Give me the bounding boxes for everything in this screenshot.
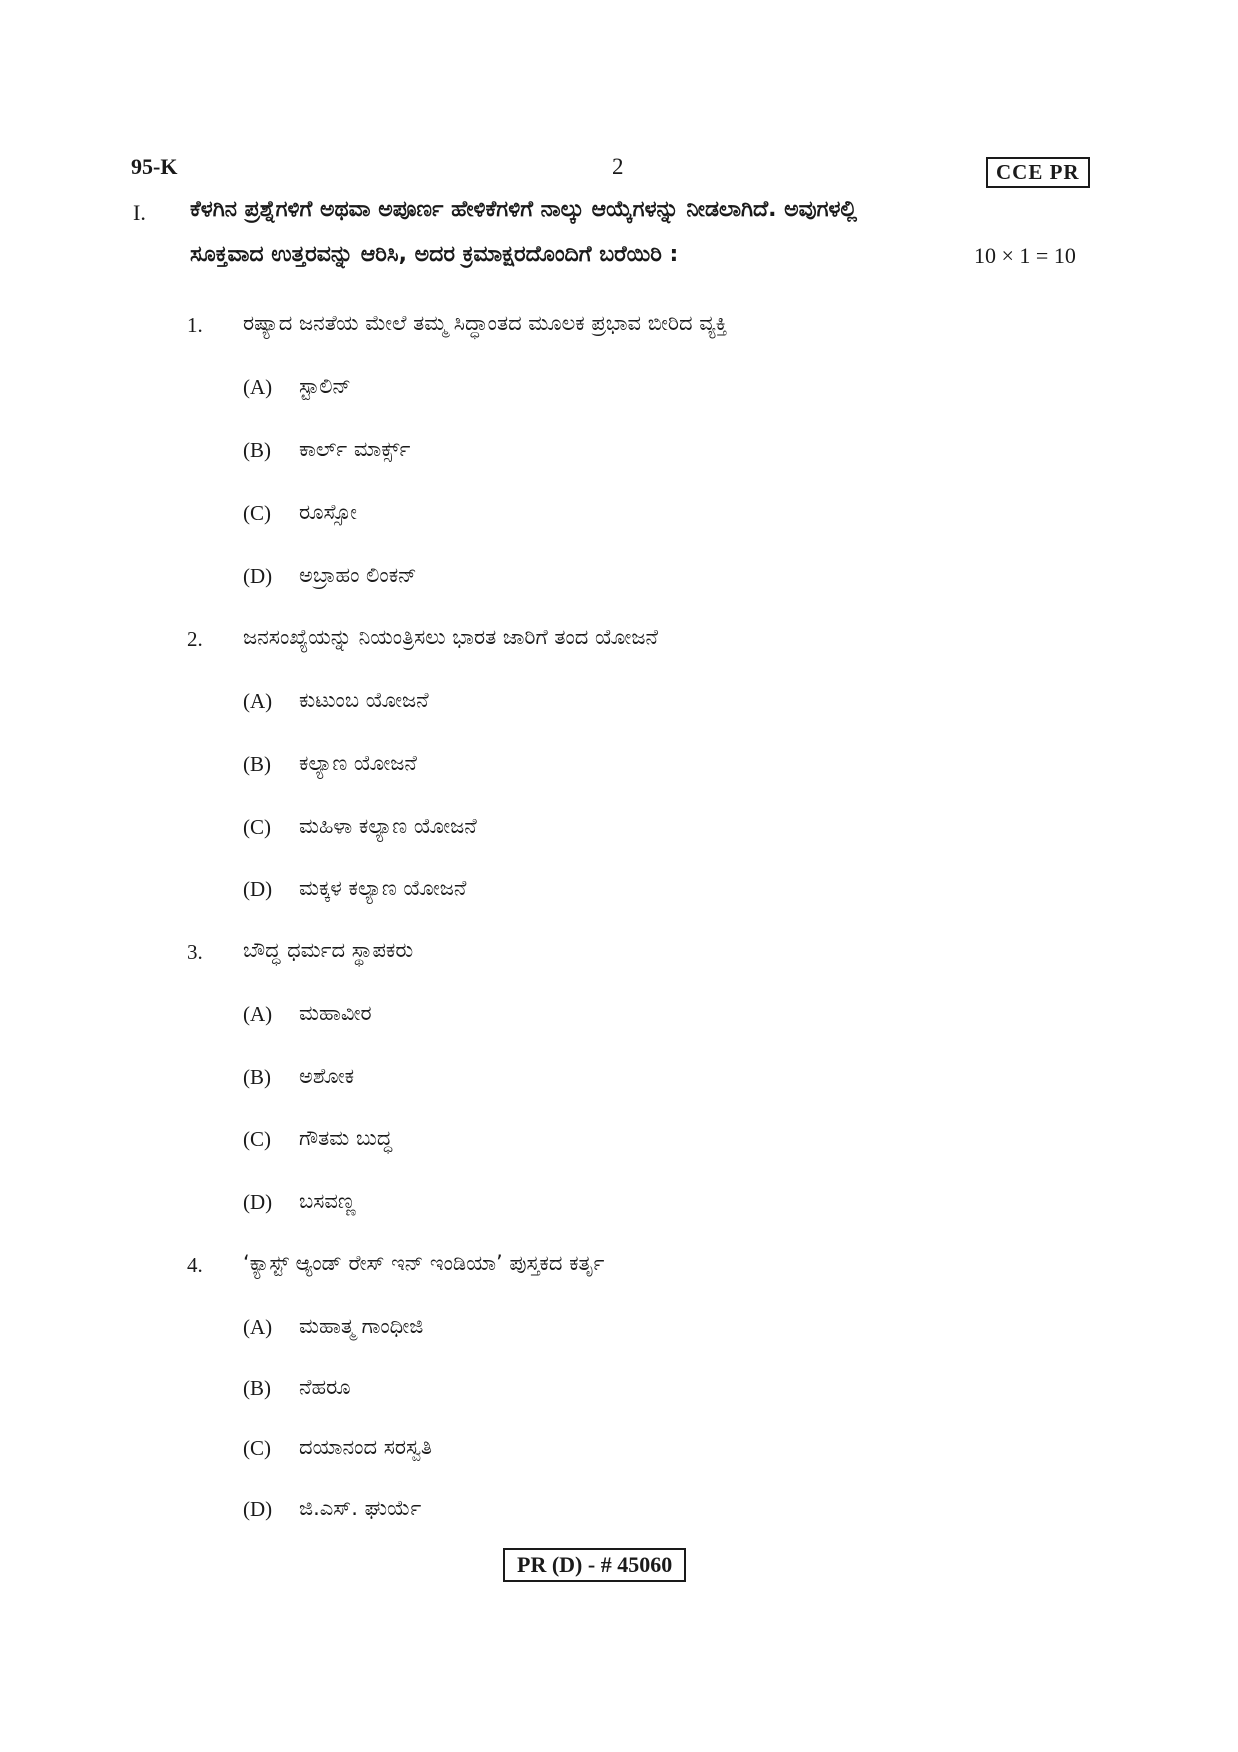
option-label: (C) <box>243 501 271 525</box>
instruction-line-2: ಸೂಕ್ತವಾದ ಉತ್ತರವನ್ನು ಆರಿಸಿ, ಅದರ ಕ್ರಮಾಕ್ಷರದೊಂದಿಗೆ ಬರೆಯಿರಿ : <box>190 242 679 267</box>
option-label: (B) <box>243 1376 271 1400</box>
footer-code: PR (D) - # 45060 <box>503 1548 686 1582</box>
question-text: ಜನಸಂಖ್ಯೆಯನ್ನು ನಿಯಂತ್ರಿಸಲು ಭಾರತ ಜಾರಿಗೆ ತಂದ ಯೋಜನೆ <box>243 625 658 649</box>
question-text: ಬೌದ್ಧ ಧರ್ಮದ ಸ್ಥಾಪಕರು <box>243 938 414 962</box>
option-label: (C) <box>243 1127 271 1151</box>
question-number: 4. <box>187 1253 203 1277</box>
question-number: 1. <box>187 313 203 337</box>
option-text: ರೂಸ್ಸೋ <box>299 500 357 524</box>
option-text: ಮಹಾತ್ಮ ಗಾಂಧೀಜಿ <box>299 1314 424 1338</box>
option-text: ಬಸವಣ್ಣ <box>299 1189 356 1213</box>
marks-allocation: 10 × 1 = 10 <box>974 243 1076 268</box>
option-label: (D) <box>243 1497 273 1521</box>
option-text: ಕುಟುಂಬ ಯೋಜನೆ <box>299 688 429 712</box>
option-label: (D) <box>243 877 273 901</box>
option-text: ಸ್ಟಾಲಿನ್ <box>299 374 351 398</box>
option-text: ಗೌತಮ ಬುದ್ಧ <box>299 1126 393 1150</box>
section-number: I. <box>133 200 146 225</box>
option-text: ಮಕ್ಕಳ ಕಲ್ಯಾಣ ಯೋಜನೆ <box>299 876 467 900</box>
option-label: (A) <box>243 1002 273 1026</box>
option-label: (C) <box>243 1436 271 1460</box>
option-label: (A) <box>243 1315 273 1339</box>
option-text: ಅಬ್ರಾಹಂ ಲಿಂಕನ್ <box>299 563 417 587</box>
option-label: (B) <box>243 1065 271 1089</box>
paper-code: 95-K <box>131 154 178 179</box>
option-label: (D) <box>243 1190 273 1214</box>
option-label: (B) <box>243 438 271 462</box>
option-text: ಮಹಿಳಾ ಕಲ್ಯಾಣ ಯೋಜನೆ <box>299 814 477 838</box>
option-text: ನೆಹರೂ <box>299 1375 351 1399</box>
option-label: (A) <box>243 689 273 713</box>
option-text: ಜಿ.ಎಸ್. ಘುರ್ಯೆ <box>299 1496 422 1520</box>
option-label: (C) <box>243 815 271 839</box>
option-label: (A) <box>243 375 273 399</box>
instruction-line-1: ಕೆಳಗಿನ ಪ್ರಶ್ನೆಗಳಿಗೆ ಅಥವಾ ಅಪೂರ್ಣ ಹೇಳಿಕೆಗಳಿಗೆ ನಾಲ್ಕು ಆಯ್ಕೆಗಳನ್ನು ನೀಡಲಾಗಿದೆ. ಅವುಗಳಲ್ಲಿ <box>190 197 858 222</box>
option-label: (B) <box>243 752 271 776</box>
question-text: ರಷ್ಯಾದ ಜನತೆಯ ಮೇಲೆ ತಮ್ಮ ಸಿದ್ಧಾಂತದ ಮೂಲಕ ಪ್ರಭಾವ ಬೀರಿದ ವ್ಯಕ್ತಿ <box>243 311 728 335</box>
option-text: ಅಶೋಕ <box>299 1064 355 1088</box>
page-number: 2 <box>612 154 624 179</box>
question-number: 3. <box>187 940 203 964</box>
option-text: ಕಲ್ಯಾಣ ಯೋಜನೆ <box>299 751 417 775</box>
cce-badge: CCE PR <box>986 157 1090 188</box>
option-text: ಕಾರ್ಲ್ ಮಾರ್ಕ್ಸ್ <box>299 437 411 461</box>
question-text: ‘ಕ್ಯಾಸ್ಟ್ ಆ್ಯಂಡ್ ರೇಸ್ ಇನ್ ಇಂಡಿಯಾ’ ಪುಸ್ತಕದ ಕರ್ತೃ <box>243 1251 605 1275</box>
question-number: 2. <box>187 627 203 651</box>
option-text: ದಯಾನಂದ ಸರಸ್ವತಿ <box>299 1435 432 1459</box>
option-label: (D) <box>243 564 273 588</box>
option-text: ಮಹಾವೀರ <box>299 1001 372 1025</box>
